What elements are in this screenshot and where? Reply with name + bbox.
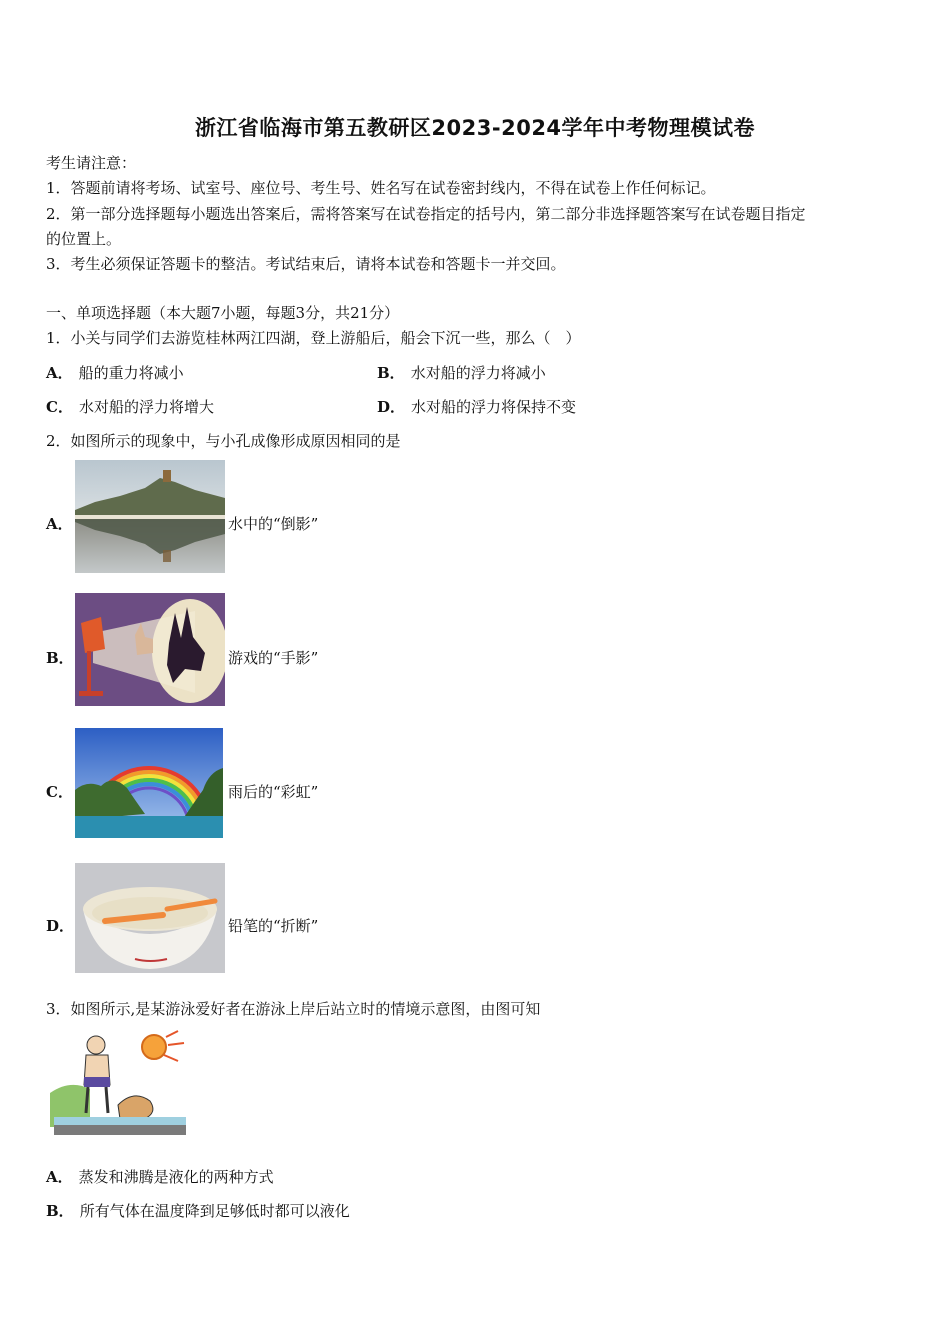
q2-stem: 2．如图所示的现象中，与小孔成像形成原因相同的是 [46, 432, 401, 450]
q2-option-c-caption: 雨后的“彩虹” [228, 783, 319, 801]
hand-shadow-image [75, 593, 225, 706]
reflection-image [75, 460, 225, 573]
q2-option-d-label: D． [46, 917, 75, 935]
q2-option-d-caption: 铅笔的“折断” [228, 917, 319, 935]
swimmer-image [50, 1027, 190, 1143]
notice-item-3: 3．考生必须保证答题卡的整洁。考试结束后，请将本试卷和答题卡一并交回。 [46, 255, 566, 273]
bent-pencil-image [75, 863, 225, 973]
notice-item-2: 2．第一部分选择题每小题选出答案后，需将答案写在试卷指定的括号内，第二部分非选择题答案写在试卷题目指定 [46, 205, 806, 223]
rainbow-image [75, 728, 223, 838]
q3-option-b: B． 所有气体在温度降到足够低时都可以液化 [46, 1202, 350, 1220]
q2-option-a-caption: 水中的“倒影” [228, 515, 319, 533]
q3-option-a: A． 蒸发和沸腾是液化的两种方式 [46, 1168, 274, 1186]
q1-option-a: A． 船的重力将减小 [46, 364, 184, 382]
q1-stem: 1．小关与同学们去游览桂林两江四湖，登上游船后，船会下沉一些，那么（ ） [46, 329, 581, 347]
q1-option-b: B． 水对船的浮力将减小 [377, 364, 546, 382]
q1-option-c: C． 水对船的浮力将增大 [46, 398, 214, 416]
q3-stem: 3．如图所示,是某游泳爱好者在游泳上岸后站立时的情境示意图，由图可知 [46, 1000, 541, 1018]
q2-option-c-label: C． [46, 783, 73, 801]
q2-option-a-label: A． [46, 515, 73, 533]
page-title: 浙江省临海市第五教研区2023-2024学年中考物理模试卷 [194, 116, 756, 140]
notice-item-2-cont: 的位置上。 [46, 230, 122, 248]
section-heading: 一、单项选择题（本大题7小题，每题3分，共21分） [46, 304, 400, 322]
notice-heading: 考生请注意： [46, 154, 137, 172]
q2-option-b-label: B． [46, 649, 74, 667]
q1-option-d: D． 水对船的浮力将保持不变 [377, 398, 577, 416]
notice-item-1: 1．答题前请将考场、试室号、座位号、考生号、姓名写在试卷密封线内，不得在试卷上作任何标记。 [46, 179, 716, 197]
q2-option-b-caption: 游戏的“手影” [228, 649, 319, 667]
